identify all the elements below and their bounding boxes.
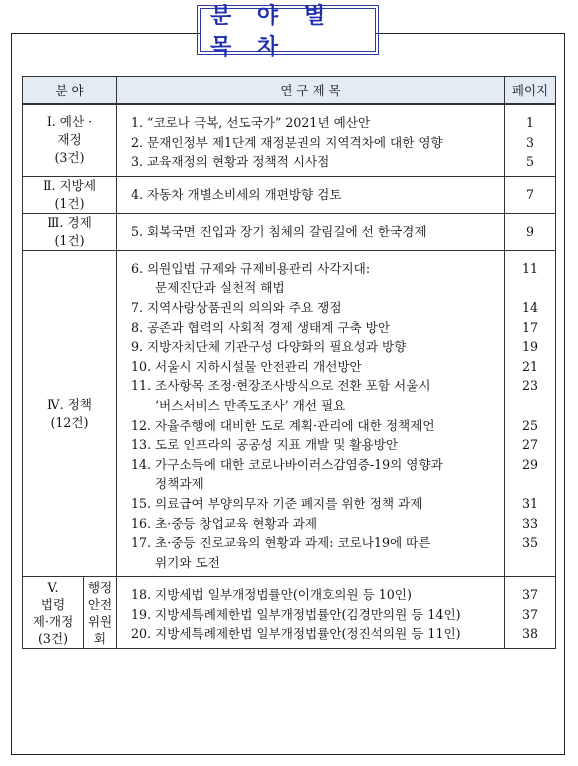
section-category	[23, 213, 117, 250]
section-items	[117, 176, 505, 213]
category-label-line: (3건)	[37, 630, 68, 646]
category-label-line: 법령	[40, 596, 66, 612]
section-items	[117, 104, 505, 176]
section-items	[117, 250, 505, 577]
section-pages	[505, 176, 556, 213]
item-title: 4. 자동차 개별소비세의 개편방향 검토	[131, 186, 342, 202]
committee-label-line: 안전	[87, 596, 113, 612]
item-title: 13. 도로 인프라의 공공성 지표 개발 및 활용방안	[131, 437, 399, 453]
category-label-line: (12건)	[50, 414, 89, 430]
section-row	[23, 176, 556, 213]
item-page: 19	[521, 339, 539, 355]
item-title: 3. 교육재정의 현황과 정책적 시사점	[131, 154, 330, 170]
section-category	[23, 104, 117, 176]
item-title: 11. 조사항목 조정·현장조사방식으로 전환 포함 서울시	[131, 378, 431, 394]
header-page: 페이지	[505, 77, 556, 105]
item-title: 19. 지방세특례제한법 일부개정법률안(김경만의원 등 14인)	[131, 606, 461, 622]
section-pages	[505, 577, 556, 649]
section-pages	[505, 213, 556, 250]
item-page: 5	[525, 154, 534, 170]
item-page	[505, 396, 555, 416]
item-page: 1	[525, 115, 534, 130]
contents-body	[23, 104, 556, 649]
committee-label-line: 행정	[87, 579, 113, 595]
item-page: 14	[521, 299, 539, 315]
item-title: 8. 공존과 협력의 사회적 경제 생태계 구축 방안	[131, 319, 391, 335]
category-label-line: Ⅳ. 정책	[47, 396, 92, 412]
page-title: 분 야 별 목 차	[210, 4, 335, 60]
item-page: 37	[521, 587, 539, 603]
category-label-line: Ⅱ. 지방세	[42, 177, 97, 193]
header-category: 분 야	[23, 77, 117, 105]
item-page: 31	[521, 495, 539, 511]
item-title: 20. 지방세특례제한법 일부개정법률안(정진석의원 등 11인)	[131, 626, 461, 642]
section-row	[23, 250, 556, 577]
category-label-line: Ⅲ. 경제	[47, 214, 92, 230]
category-label-line: Ⅰ. 예산 ·	[46, 114, 93, 130]
item-title: 2. 문재인정부 제1단계 재정분권의 지역격차에 대한 영향	[131, 134, 443, 150]
section-pages	[505, 250, 556, 577]
item-title: 17. 초·중등 진로교육의 현황과 과제: 코로나19에 따른	[131, 535, 431, 551]
item-title: 12. 자율주행에 대비한 도로 계획·관리에 대한 정책제언	[131, 417, 435, 433]
item-title: 1. “코로나 극복, 선도국가” 2021년 예산안	[131, 115, 371, 130]
section-row	[23, 577, 556, 649]
header-row	[23, 77, 556, 105]
category-label-line: (3건)	[54, 150, 85, 166]
category-label-line: 재정	[57, 132, 82, 148]
item-page: 23	[521, 378, 539, 394]
item-page	[505, 553, 555, 573]
item-title: 5. 회복국면 진입과 장기 침체의 갈림길에 선 한국경제	[131, 223, 427, 239]
item-title: 9. 지방자치단체 기관구성 다양화의 필요성과 방향	[131, 339, 407, 355]
item-title: 14. 가구소득에 대한 코로나바이러스감염증-19의 영향과	[131, 456, 443, 472]
committee-label-line: 위원회	[87, 613, 113, 646]
item-page: 33	[521, 515, 539, 531]
contents-table	[22, 76, 556, 649]
item-page	[505, 278, 555, 298]
header-subject: 연 구 제 목	[117, 77, 505, 105]
item-page: 37	[521, 606, 539, 622]
item-title: 15. 의료급여 부양의무자 기준 폐지를 위한 정책 과제	[131, 495, 423, 511]
section-items	[117, 213, 505, 250]
item-page: 11	[521, 260, 539, 276]
category-label-line: (1건)	[54, 232, 85, 248]
section-items	[117, 577, 505, 649]
section-category	[23, 250, 117, 577]
item-page: 3	[525, 134, 534, 150]
section-row	[23, 213, 556, 250]
item-title: 16. 초·중등 창업교육 현황과 과제	[131, 515, 318, 531]
item-page: 21	[521, 358, 539, 374]
item-page	[505, 474, 555, 494]
item-title: 정책과제	[131, 476, 204, 492]
category-label-line: (1건)	[54, 195, 85, 211]
item-page: 17	[521, 319, 539, 335]
item-page: 9	[525, 223, 534, 239]
item-title: 10. 서울시 지하시설물 안전관리 개선방안	[131, 358, 362, 374]
section-category	[23, 577, 117, 649]
section-category	[23, 176, 117, 213]
section-row	[23, 104, 556, 176]
category-label-line: 제·개정	[32, 613, 74, 629]
item-page: 38	[521, 626, 539, 642]
item-page: 25	[521, 417, 539, 433]
item-page: 7	[525, 186, 534, 202]
item-title: 7. 지역사랑상품권의 의의와 주요 쟁점	[131, 299, 342, 315]
item-title: 18. 지방세법 일부개정법률안(이개호의원 등 10인)	[131, 587, 412, 603]
item-title: 6. 의원입법 규제와 규제비용관리 사각지대:	[131, 260, 371, 276]
item-title: 위기와 도전	[131, 554, 220, 570]
section-pages	[505, 104, 556, 176]
item-page: 35	[521, 535, 539, 551]
item-title: 문제진단과 실천적 해법	[131, 280, 285, 296]
category-label-line: V.	[47, 579, 59, 595]
item-page: 29	[521, 456, 539, 472]
item-page: 27	[521, 437, 539, 453]
page-title-box	[200, 4, 376, 60]
item-title: ‘버스서비스 만족도조사’ 개선 필요	[131, 397, 346, 413]
